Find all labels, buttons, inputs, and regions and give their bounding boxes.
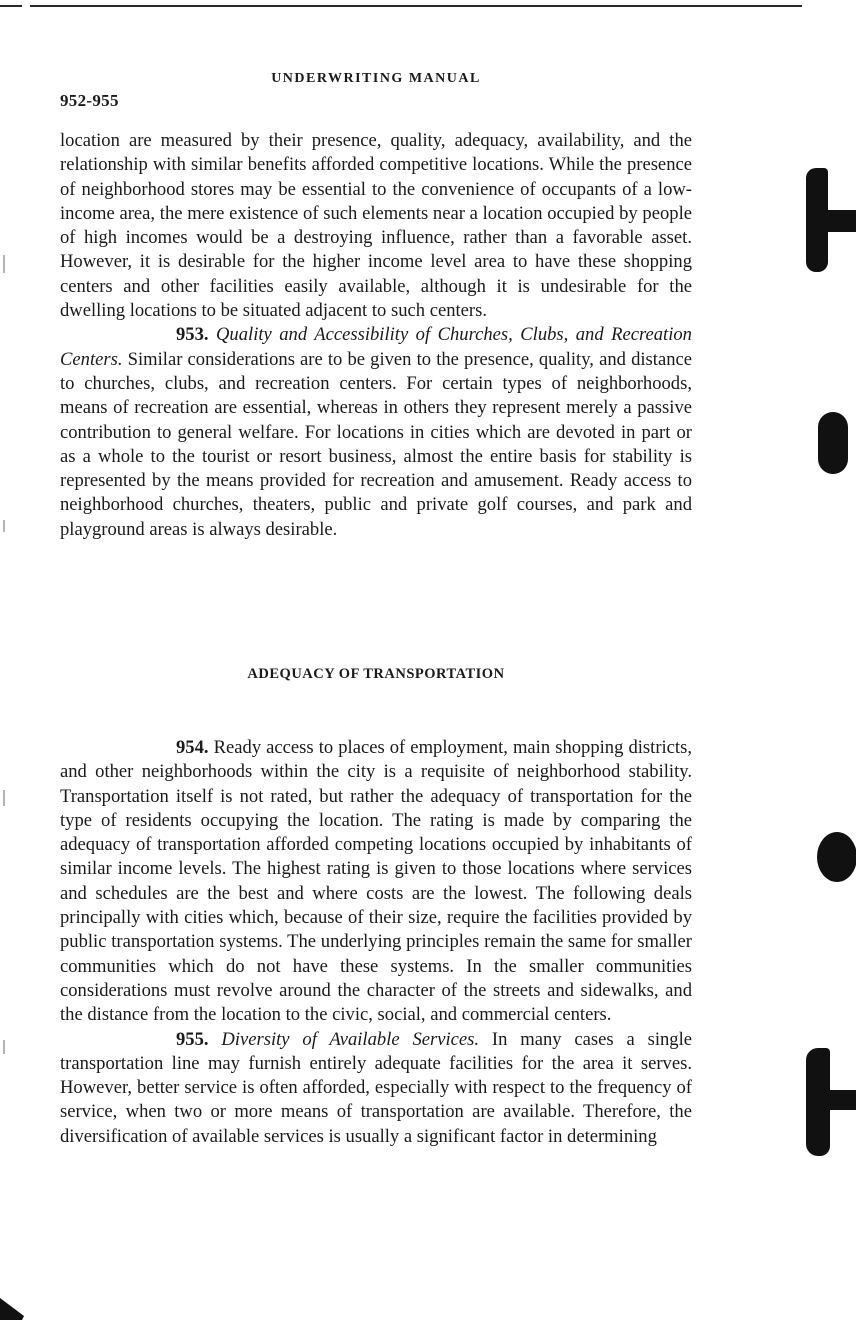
section-955-body: In many cases a single transportation line may furnish entirely adequate facilities for the area it serves. However, better service is often afforded, especially with respect to the frequency of service, when two or more means of transportation are available. Therefore, the diversification of available services is usually a significant factor in determining <box>60 1028 693 1147</box>
binder-tab-top-arm <box>822 210 856 232</box>
top-rule <box>30 5 802 7</box>
section-953-body: Similar considerations are to be given to the presence, quality, and distance to churches, clubs, and recreation centers. For certain types of neighborhoods, means of recreation are essential, whereas in others they represent merely a passive contribution to general welfare. For locations in cities which are devoted in part or as a whole to the tourist or resort business, almost the entire basis for stability is represented by the means provided for recreation and amusement. Ready access to neighborhood churches, theaters, public and private golf courses, and park and playground areas is always desirable. <box>60 348 692 540</box>
section-954-body: Ready access to places of employment, main shopping districts, and other neighborhoods within the city is a requisite of neighborhood stability. Transportation itself is not rated, but rather the adequacy of transportation for the type of residents occupying the location. The rating is made by comparing the adequacy of transportation afforded competing locations occupied by inhabitants of similar income levels. The highest rating is given to those locations where services and schedules are the best and where costs are the lowest. The following deals principally with cities which, because of their size, require the facilities provided by public transportation systems. The underlying principles remain the same for smaller communities which do not have these systems. In the smaller communities considerations must revolve around the character of the streets and sidewalks, and the distance from the location to the civic, social, and commercial centers. <box>60 737 692 1026</box>
edge-mark <box>3 790 5 806</box>
section-955-title: Diversity of Available Services. <box>221 1028 480 1050</box>
punch-hole-middle <box>817 832 856 882</box>
page-range: 952-955 <box>60 91 119 110</box>
section-953-title: Quality and Accessibility of Churches, Clubs, and Recreation Centers. <box>60 324 692 370</box>
edge-mark <box>3 1040 5 1054</box>
section-955-number: 955. <box>176 1028 209 1050</box>
edge-mark <box>3 255 5 273</box>
section-954 <box>60 736 692 1028</box>
section-954-number: 954. <box>176 737 209 758</box>
text-block-lower <box>60 736 692 1149</box>
corner-arrow-icon <box>0 1294 28 1320</box>
binder-tab-bottom-arm <box>824 1090 856 1110</box>
section-953-number: 953. <box>176 324 209 346</box>
top-rule-left <box>0 5 22 7</box>
section-heading-transportation: ADEQUACY OF TRANSPORTATION <box>247 666 505 682</box>
section-953 <box>60 323 692 542</box>
text-block-upper <box>60 129 692 542</box>
running-head: UNDERWRITING MANUAL <box>271 71 481 86</box>
edge-mark <box>3 520 5 532</box>
continuation-paragraph: location are measured by their presence, quality, adequacy, availability, and the relationship with similar benefits afforded competitive locations. While the presence of neighborhood stores may be essential to the convenience of occupants of a low-income area, the mere existence of such elements near a location occupied by people of high incomes would be a destroying influence, rather than a favorable asset. However, it is desirable for the higher income level area to have these shopping centers and other facilities easily available, although it is undesirable for the dwelling locations to be situated adjacent to such centers. <box>60 130 692 322</box>
punch-hole-upper <box>818 412 848 474</box>
section-955 <box>60 1028 692 1149</box>
